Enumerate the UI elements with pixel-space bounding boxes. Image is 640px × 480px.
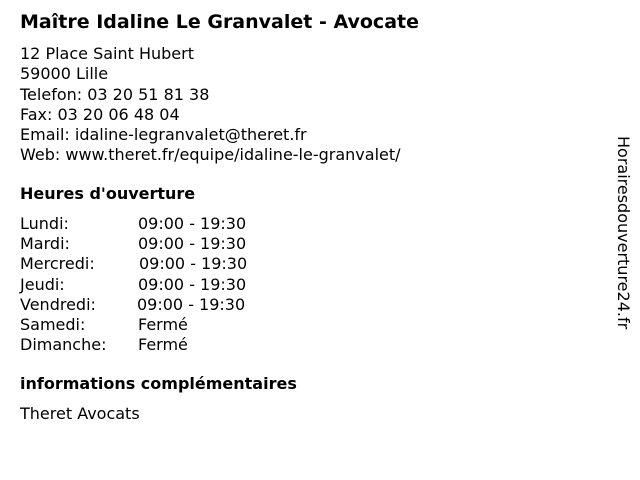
hours-row-monday [20, 214, 320, 234]
page-title: Maître Idaline Le Granvalet - Avocate [20, 11, 419, 33]
day-label: Jeudi: [20, 274, 65, 294]
opening-hours-list [20, 214, 320, 355]
day-label: Vendredi: [20, 294, 96, 314]
day-label: Dimanche: [20, 335, 107, 355]
site-watermark-vertical: Horairesdouverture24.fr [614, 136, 633, 330]
time-value: 09:00 - 19:30 [137, 294, 246, 314]
hours-row-friday [20, 295, 320, 315]
time-value: 09:00 - 19:30 [138, 234, 247, 254]
extra-info-heading: informations complémentaires [20, 374, 297, 393]
day-label: Mercredi: [20, 254, 95, 274]
extra-info-text: Theret Avocats [20, 404, 140, 423]
fax-number: Fax: 03 20 06 48 04 [20, 104, 180, 124]
contact-info [20, 44, 401, 166]
time-value: 09:00 - 19:30 [139, 254, 248, 274]
hours-heading: Heures d'ouverture [20, 184, 196, 203]
hours-row-sunday [20, 335, 320, 355]
time-value: Fermé [138, 314, 188, 334]
phone-number[interactable]: Telefon: 03 20 51 81 38 [20, 84, 210, 104]
hours-row-saturday [20, 315, 320, 335]
day-label: Lundi: [20, 214, 69, 233]
day-label: Mardi: [20, 234, 70, 254]
website-url[interactable]: Web: www.theret.fr/equipe/idaline-le-granvalet/ [20, 145, 401, 165]
time-value: Fermé [138, 335, 188, 355]
email-address[interactable]: Email: idaline-legranvalet@theret.fr [20, 125, 307, 145]
hours-row-tuesday [20, 234, 320, 254]
time-value: 09:00 - 19:30 [138, 274, 247, 294]
hours-row-thursday [20, 275, 320, 295]
street-address: 12 Place Saint Hubert [20, 44, 194, 63]
day-label: Samedi: [20, 314, 86, 334]
time-value: 09:00 - 19:30 [138, 214, 247, 233]
city: 59000 Lille [20, 64, 109, 84]
hours-row-wednesday [20, 254, 320, 274]
